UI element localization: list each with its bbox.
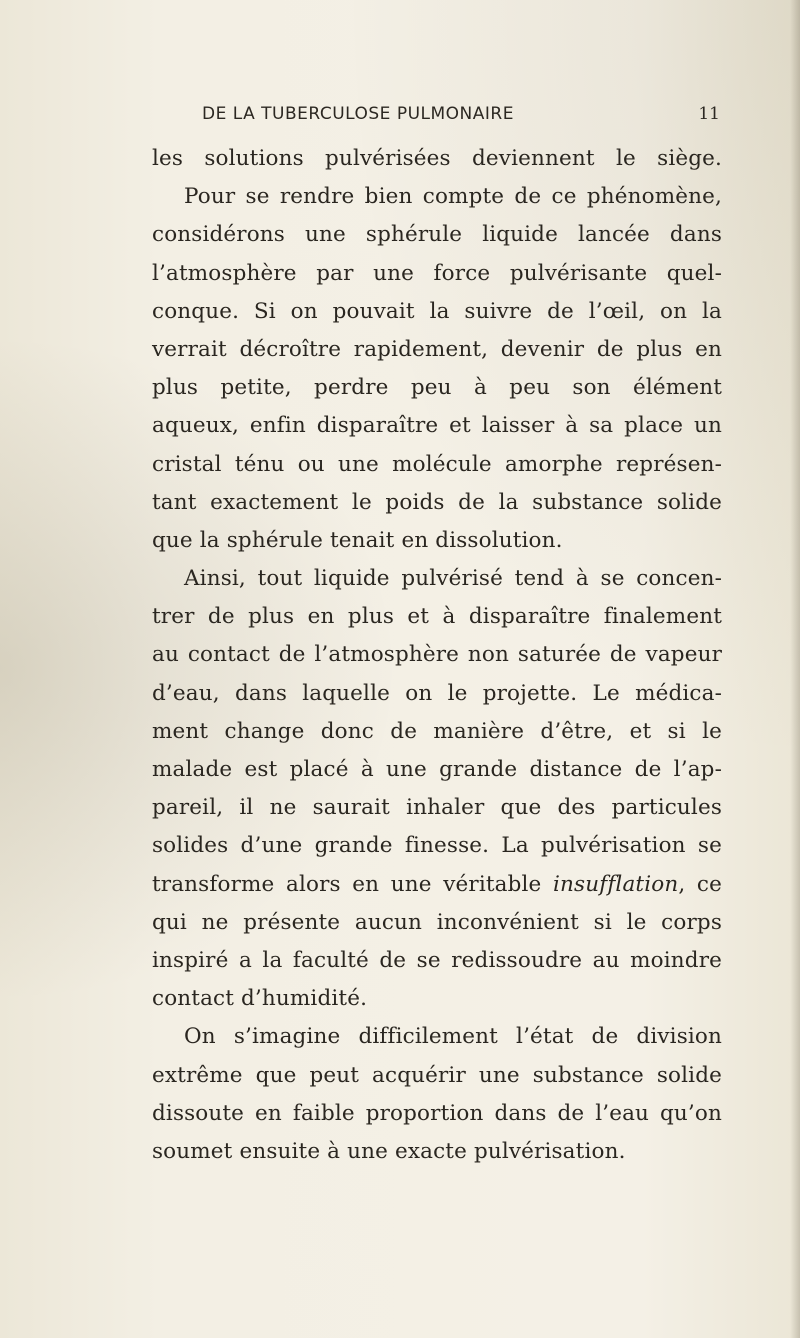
text-line: pareil, il ne saurait inhaler que des particules bbox=[152, 795, 722, 821]
text-fragment: transforme alors en une véritable bbox=[152, 871, 554, 897]
page-edge-shadow bbox=[790, 0, 800, 1338]
text-line: cristal ténu ou une molécule amorphe représen- bbox=[152, 451, 722, 477]
text-line: inspiré a la faculté de se redissoudre au moindre bbox=[152, 947, 722, 973]
text-fragment: , ce bbox=[678, 871, 722, 897]
text-line: extrême que peut acquérir une substance solide bbox=[152, 1062, 722, 1088]
text-line: aqueux, enfin disparaître et laisser à sa place un bbox=[152, 413, 722, 439]
text-line: les solutions pulvérisées deviennent le siège. bbox=[152, 146, 722, 171]
text-line: d’eau, dans laquelle on le projette. Le médica- bbox=[152, 680, 722, 706]
text-line: malade est placé à une grande distance de l’ap- bbox=[152, 757, 722, 782]
text-line: dissoute en faible proportion dans de l’eau qu’on bbox=[152, 1100, 722, 1126]
text-line: contact d’humidité. bbox=[152, 986, 368, 1012]
text-line: On s’imagine difficilement l’état de division bbox=[184, 1024, 722, 1050]
text-line: conque. Si on pouvait la suivre de l’œil, on la bbox=[152, 298, 722, 324]
text-line: ment change donc de manière d’être, et si le bbox=[152, 718, 722, 744]
text-line: plus petite, perdre peu à peu son élément bbox=[152, 375, 722, 401]
italic-term: insufflation bbox=[553, 871, 679, 897]
text-line: au contact de l’atmosphère non saturée de vapeur bbox=[152, 642, 722, 668]
page-header bbox=[160, 104, 720, 134]
text-line: Ainsi, tout liquide pulvérisé tend à se concen- bbox=[184, 566, 722, 592]
text-line: l’atmosphère par une force pulvérisante quel- bbox=[152, 260, 722, 286]
text-line: solides d’une grande finesse. La pulvérisation se bbox=[152, 833, 722, 859]
text-line: Pour se rendre bien compte de ce phénomène, bbox=[184, 184, 722, 210]
text-line: trer de plus en plus et à disparaître finalement bbox=[152, 604, 722, 630]
text-line-insufflation bbox=[152, 866, 722, 904]
text-line: verrait décroître rapidement, devenir de plus en bbox=[152, 336, 722, 362]
text-line: tant exactement le poids de la substance solide bbox=[152, 489, 722, 515]
running-title: DE LA TUBERCULOSE PULMONAIRE bbox=[202, 104, 514, 124]
text-line: qui ne présente aucun inconvénient si le corps bbox=[152, 909, 722, 935]
text-line: considérons une sphérule liquide lancée dans bbox=[152, 222, 722, 248]
text-line: soumet ensuite à une exacte pulvérisation. bbox=[152, 1138, 626, 1164]
page-number: 11 bbox=[698, 104, 720, 124]
body-text bbox=[152, 140, 722, 1171]
text-line: que la sphérule tenait en dissolution. bbox=[152, 527, 563, 553]
